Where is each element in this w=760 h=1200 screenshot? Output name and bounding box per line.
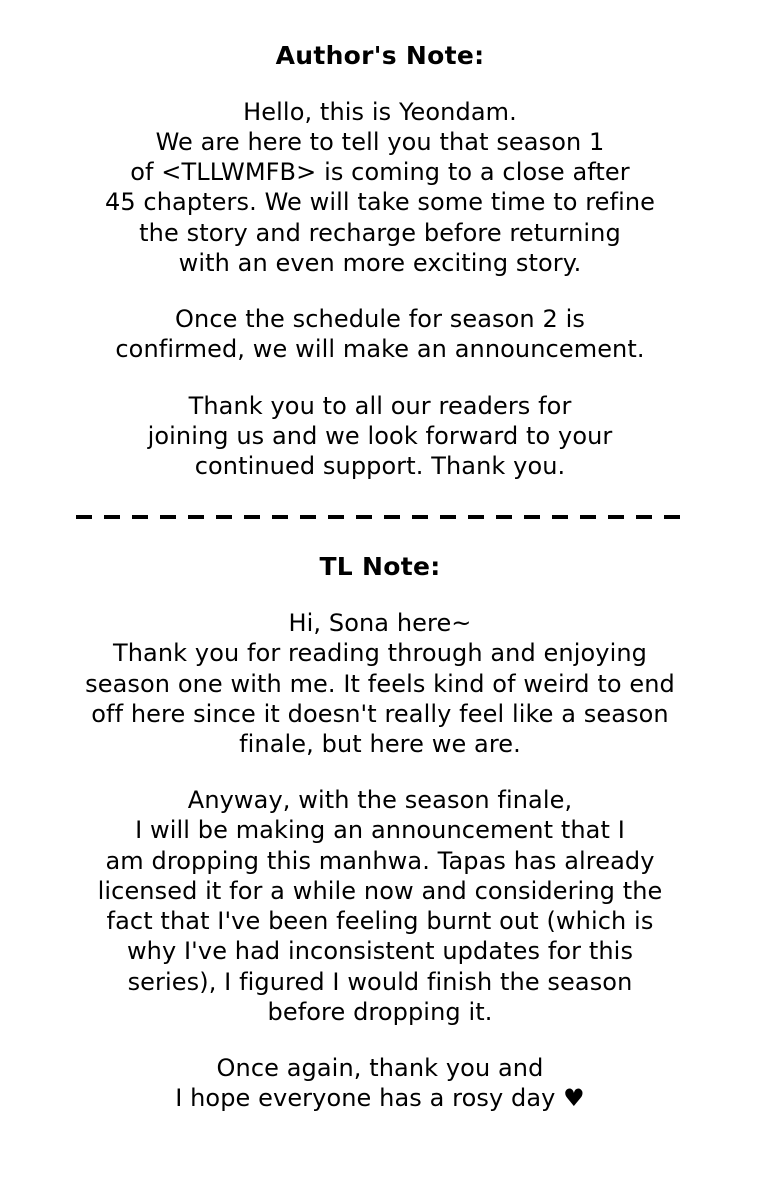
spacer bbox=[0, 1027, 760, 1053]
tl-note-paragraph-3 bbox=[0, 1053, 760, 1113]
text-line: off here since it doesn't really feel like a season bbox=[91, 699, 669, 728]
text-line: am dropping this manhwa. Tapas has already bbox=[105, 846, 655, 875]
text-line: Hi, Sona here~ bbox=[288, 609, 472, 638]
author-note-paragraph-3 bbox=[0, 391, 760, 482]
text-line: of <TLLWMFB> is coming to a close after bbox=[130, 158, 630, 187]
text-line: I will be making an announcement that I bbox=[135, 816, 625, 845]
tl-note-section bbox=[0, 553, 760, 1113]
spacer bbox=[0, 278, 760, 304]
text-line: Thank you for reading through and enjoying bbox=[112, 639, 648, 668]
text-line: Thank you to all our readers for bbox=[188, 391, 572, 420]
text-line: before dropping it. bbox=[267, 997, 493, 1026]
tl-note-paragraph-2 bbox=[0, 785, 760, 1027]
text-line: season one with me. It feels kind of weird to end bbox=[85, 669, 675, 698]
text-line: fact that I've been feeling burnt out (which is bbox=[106, 907, 654, 936]
text-line: continued support. Thank you. bbox=[194, 452, 566, 481]
text-line: the story and recharge before returning bbox=[139, 218, 621, 247]
text-line: licensed it for a while now and considering the bbox=[97, 876, 663, 905]
text-line: Hello, this is Yeondam. bbox=[243, 97, 517, 126]
text-line: why I've had inconsistent updates for this bbox=[126, 937, 634, 966]
author-note-paragraph-2 bbox=[0, 304, 760, 364]
text-line: joining us and we look forward to your bbox=[147, 421, 613, 450]
spacer bbox=[0, 582, 760, 608]
spacer bbox=[0, 519, 760, 553]
text-line: I hope everyone has a rosy day ♥ bbox=[175, 1084, 585, 1113]
text-line: with an even more exciting story. bbox=[178, 248, 582, 277]
text-line: 45 chapters. We will take some time to refine bbox=[104, 188, 656, 217]
text-line: confirmed, we will make an announcement. bbox=[115, 335, 645, 364]
tl-note-paragraph-1 bbox=[0, 608, 760, 759]
text-line: Anyway, with the season finale, bbox=[187, 786, 573, 815]
text-line: We are here to tell you that season 1 bbox=[155, 127, 605, 156]
spacer bbox=[0, 71, 760, 97]
tl-note-heading: TL Note: bbox=[319, 552, 441, 582]
spacer bbox=[0, 481, 760, 515]
top-spacer bbox=[0, 0, 760, 42]
author-note-paragraph-1 bbox=[0, 97, 760, 278]
author-note-heading: Author's Note: bbox=[275, 41, 485, 70]
text-line: Once again, thank you and bbox=[216, 1054, 544, 1083]
text-line: series), I figured I would finish the season bbox=[127, 967, 633, 996]
spacer bbox=[0, 759, 760, 785]
author-note-section bbox=[0, 42, 760, 481]
text-line: finale, but here we are. bbox=[239, 730, 521, 759]
spacer bbox=[0, 365, 760, 391]
text-line: Once the schedule for season 2 is bbox=[175, 305, 585, 334]
